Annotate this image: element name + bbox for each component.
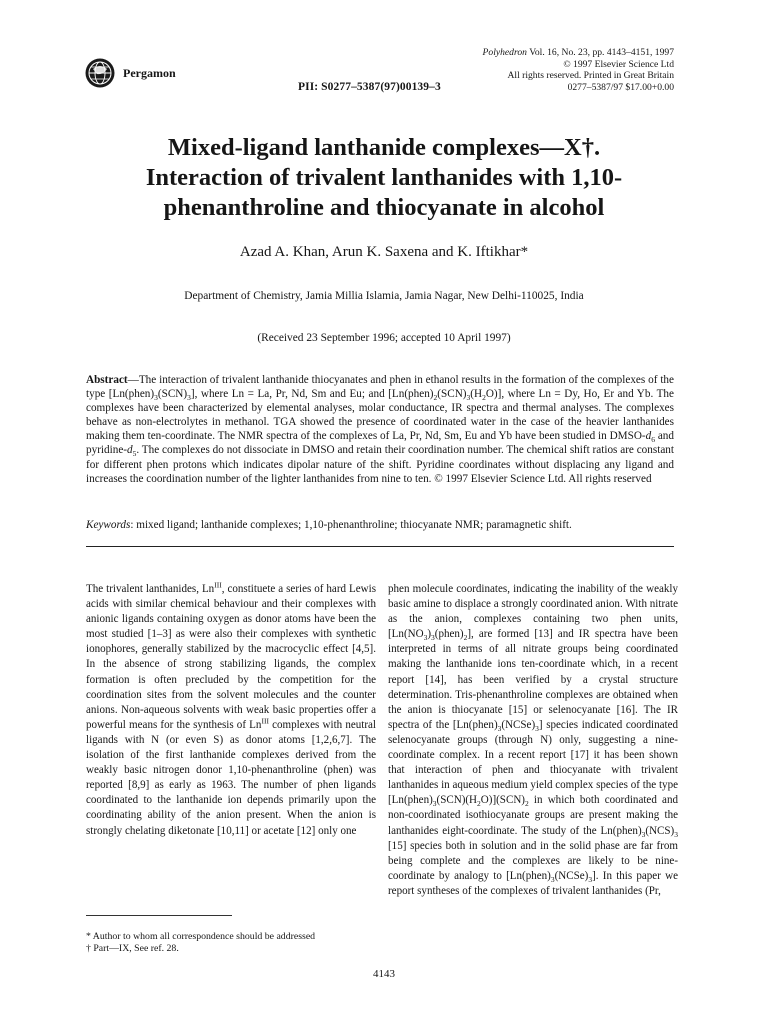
- rights-line: All rights reserved. Printed in Great Britain: [507, 70, 674, 82]
- subscript: 3: [466, 393, 471, 403]
- subscript: 3: [550, 874, 555, 884]
- subscript: 3: [154, 393, 158, 403]
- journal-citation: [483, 47, 674, 59]
- subscript: 2: [482, 393, 486, 403]
- subscript: 3: [432, 799, 437, 809]
- affiliation: Department of Chemistry, Jamia Millia Islamia, Jamia Nagar, New Delhi-110025, India: [184, 290, 584, 302]
- title-line: Mixed-ligand lanthanide complexes—X†.: [167, 134, 601, 161]
- abstract-text: (SCN): [437, 388, 467, 401]
- body-text: (NCSe): [501, 718, 536, 731]
- title-line: phenanthroline and thiocyanate in alcohol: [163, 194, 605, 221]
- body-column-left: [86, 582, 376, 839]
- body-text: [15] species both in solution and in the solid phase are far from being complete and the complexes are likely to be nine-coordinate by analogy to [Ln(phen): [388, 839, 678, 882]
- body-text: ]. In this paper we report syntheses of the complexes of trivalent lanthanides (Pr,: [388, 869, 678, 897]
- subscript: 3: [497, 724, 502, 734]
- body-text: ): [427, 628, 432, 641]
- footnote-corresponding-author: * Author to whom all correspondence should be addressed: [86, 931, 316, 942]
- footnotes: [86, 931, 376, 956]
- abstract-text: (SCN): [157, 388, 188, 401]
- subscript: 2: [463, 633, 468, 643]
- section-divider: [86, 546, 674, 547]
- price-line: 0277–5387/97 $17.00+0.00: [567, 81, 674, 93]
- body-text: (phen): [434, 628, 464, 641]
- body-text: phen molecule coordinates, indicating the inability of the weakly basic amine to displace a strongly coordinated anion. With nitrate as the anion, complexes containing two phen units, [Ln(NO: [388, 583, 678, 641]
- abstract-text: d: [127, 444, 133, 457]
- subscript: 3: [187, 393, 191, 403]
- abstract-label: Abstract: [86, 374, 128, 386]
- pii-identifier: PII: S0277–5387(97)00139–3: [298, 81, 441, 93]
- body-column-right: [388, 582, 678, 899]
- publisher-name: Pergamon: [123, 66, 176, 80]
- body-text: , constituete a series of hard Lewis acids with similar chemical behaviour and their complexes with anionic ligands containing oxygen as donor atoms have been the most studied [1–3] as were also their complexes with synthetic ionophores, generally stabilized by the macrocyclic effect [4,5]. In the absence of strong stabilizing ligands, the complex formation is often precluded by the competition for the coordination sites from the solvent molecules and the counter anions. Non-aqueous solvents with weak basic properties offer a powerful means for the synthesis of Ln: [86, 583, 376, 731]
- journal-name: Polyhedron: [482, 47, 527, 58]
- body-text: The trivalent lanthanides, Ln: [86, 583, 215, 595]
- subscript: 3: [588, 874, 593, 884]
- title-line: Interaction of trivalent lanthanides with 1,10-: [145, 164, 623, 191]
- subscript: 3: [641, 829, 646, 839]
- journal-details: Vol. 16, No. 23, pp. 4143–4151, 1997: [529, 47, 674, 58]
- subscript: 3: [423, 633, 428, 643]
- superscript: III: [214, 580, 222, 590]
- article-title: [60, 133, 708, 223]
- subscript: 2: [524, 799, 529, 809]
- abstract-text: ], where Ln = La, Pr, Nd, Sm and Eu; and [Ln(phen): [190, 388, 434, 401]
- body-text: (NCSe): [554, 869, 589, 882]
- author-list: Azad A. Khan, Arun K. Saxena and K. Iftikhar*: [239, 244, 529, 260]
- page-number: 4143: [373, 968, 395, 980]
- subscript: 3: [674, 829, 678, 839]
- body-text: complexes with neutral ligands with N (or even S) as donor atoms [1,2,6,7]. The isolation of the first lanthanide complexes derived from the weakly basic nitrogen donor 1,10-phenanthroline (phen) was reported [8,9] as early as 1963. The number of phen ligands coordinated to the lanthanide ion depends primarily upon the coordinating ability of the anion present. When the anion is strongly chelating diketonate [10,11] or acetate [12] only one: [86, 718, 376, 837]
- subscript: 6: [651, 435, 655, 445]
- subscript: 3: [535, 724, 539, 734]
- body-text: (NCS): [645, 824, 675, 837]
- body-text: ] species indicated coordinated selenocyanate groups (through N) only, suggesting a nine-coordinate complex. In a recent report [17] it has been shown that interaction of phen and thiocyanate with trivalent lanthanides in aqueous medium yield complex species of the type [Ln(phen): [388, 718, 678, 807]
- journal-info: [483, 47, 674, 93]
- abstract-text: and pyridine-: [86, 430, 674, 457]
- abstract-text: O)], where Ln = Dy, Ho, Er and Yb. The complexes have been characterized by elemental analyses, molar conductance, IR spectra and thermal analyses. The complexes behave as non-electrolytes in methanol. TGA showed the presence of coordinated water in the case of the heavier lanthanides making them ten-coordinate. The NMR spectra of the complexes of La, Pr, Nd, Sm, Eu and Yb have been studied in DMSO-: [86, 388, 674, 443]
- keywords-label: Keywords: [86, 519, 131, 531]
- abstract-text: —The interaction of trivalent lanthanide thiocyanates and phen in ethanol results in the formation of the complexes of the type [Ln(phen): [86, 374, 674, 401]
- abstract: [86, 373, 674, 486]
- subscript: 2: [433, 393, 438, 403]
- subscript: 3: [431, 633, 435, 643]
- body-text: (SCN)(H: [436, 794, 478, 807]
- superscript: III: [261, 716, 269, 726]
- keywords: [86, 518, 674, 532]
- pergamon-globe-icon: [84, 57, 116, 89]
- footnote-series-part: † Part—IX, See ref. 28.: [86, 943, 179, 955]
- subscript: 5: [132, 449, 137, 459]
- abstract-text: (H: [470, 388, 483, 401]
- body-text: ], are formed [13] and IR spectra have been interpreted in terms of all nitrate groups being coordinated making the lanthanide ions ten-coordinate which, in a recent report [14], has been verified by a crystal structure determination. Tris-phenanthroline complexes are obtained when the anion is thiocyanate [15] or selenocyanate [16]. The IR spectra of the [Ln(phen): [388, 628, 678, 731]
- abstract-text: . The complexes do not dissociate in DMSO and retain their coordination number. The chemical shift ratios are constant for different phen protons which indicates dipolar nature of the shift. Pyridine coordinates without displacing any ligand and increases the coordination number of the lighter lanthanides from nine to ten. © 1997 Elsevier Science Ltd. All rights reserved: [86, 444, 674, 485]
- keywords-text: : mixed ligand; lanthanide complexes; 1,10-phenanthroline; thiocyanate NMR; paramagnetic shift.: [130, 519, 572, 531]
- body-text: in which both coordinated and non-coordinated isothiocyanate groups are present making the lanthanides eight-coordinate. The study of the Ln(phen): [388, 794, 678, 837]
- subscript: 2: [477, 799, 481, 809]
- copyright-line: © 1997 Elsevier Science Ltd: [563, 58, 674, 70]
- body-text: O)](SCN): [480, 794, 525, 807]
- footnote-divider: [86, 915, 232, 916]
- abstract-text: d: [645, 430, 652, 443]
- received-dates: (Received 23 September 1996; accepted 10 April 1997): [257, 332, 511, 344]
